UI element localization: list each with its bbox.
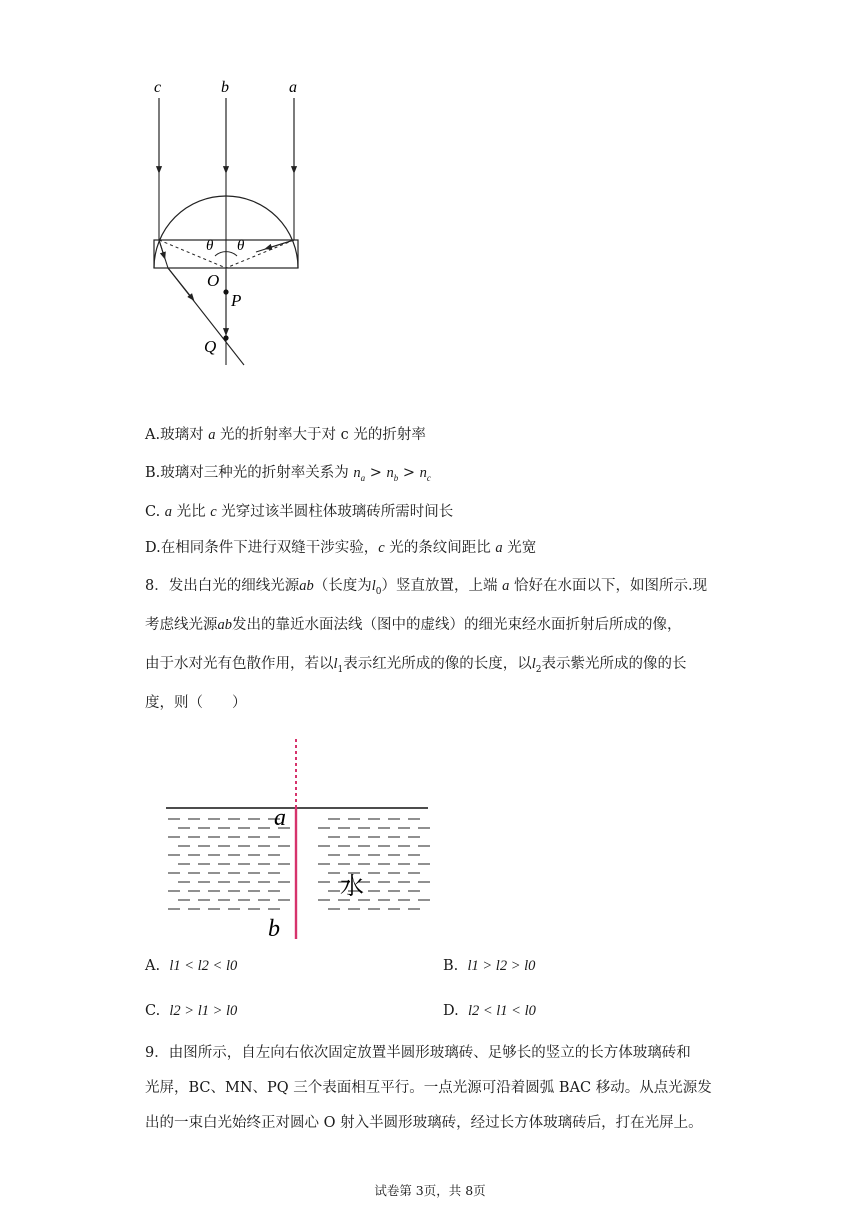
q7-option-d: D.在相同条件下进行双缝干涉实验，c 光的条纹间距比 a 光宽: [145, 540, 537, 556]
q7-option-b: B.玻璃对三种光的折射率关系为 $n_a > n_b > n_c$: [145, 465, 431, 483]
point-p-label: P: [231, 291, 242, 310]
water-light-source-figure: [160, 737, 440, 947]
ray-label-c: c: [154, 79, 162, 96]
q9-stem-line-2: 光屏，BC、MN、PQ 三个表面相互平行。一点光源可沿着圆弧 BAC 移动。从点光源发: [145, 1080, 712, 1096]
q9-stem-line-1: 9．由图所示，自左向右依次固定放置半圆形玻璃砖、足够长的竖立的长方体玻璃砖和: [145, 1045, 691, 1061]
q8-option-b: B. l1 > l2 > l0: [443, 958, 536, 974]
q9-stem-line-3: 出的一束白光始终正对圆心 O 射入半圆形玻璃砖，经过长方体玻璃砖后，打在光屏上。: [145, 1115, 703, 1131]
angle-label-left: θ: [206, 238, 214, 254]
point-p-dot: [223, 289, 228, 294]
q8-option-d: D. l2 < l1 < l0: [443, 1003, 536, 1019]
q8-option-a: A. l1 < l2 < l0: [145, 958, 238, 974]
ray-label-b: b: [221, 79, 229, 96]
label-water: 水: [340, 872, 364, 900]
point-o-label: O: [207, 271, 220, 290]
semicircle-refraction-figure: [140, 70, 320, 370]
point-q-dot: [223, 335, 228, 340]
q7-option-c: C. a 光比 c 光穿过该半圆柱体玻璃砖所需时间长: [145, 504, 454, 520]
point-q-label: Q: [204, 337, 217, 356]
q8-stem-line-3: 由于水对光有色散作用，若以$l_1$表示红光所成的像的长度，以$l_2$表示紫光所成的像的长: [145, 656, 687, 675]
q8-option-c: C. l2 > l1 > l0: [145, 1003, 238, 1019]
angle-label-right: θ: [237, 238, 245, 254]
q7-option-a: A.玻璃对 a 光的折射率大于对 c 光的折射率: [145, 427, 426, 443]
q8-stem-line-1: 8．发出白光的细线光源ab（长度为$l_0$）竖直放置，上端 a 恰好在水面以下，如图所示.现: [145, 578, 708, 597]
q8-stem-line-2: 考虑线光源ab发出的靠近水面法线（图中的虚线）的细光束经水面折射后所成的像，: [145, 617, 682, 633]
label-a: a: [274, 805, 286, 831]
page-footer: 试卷第 3页，共 8页: [374, 1183, 486, 1198]
label-b: b: [268, 916, 280, 942]
ray-label-a: a: [289, 79, 297, 96]
q8-stem-line-4: 度，则（ ）: [145, 695, 247, 711]
